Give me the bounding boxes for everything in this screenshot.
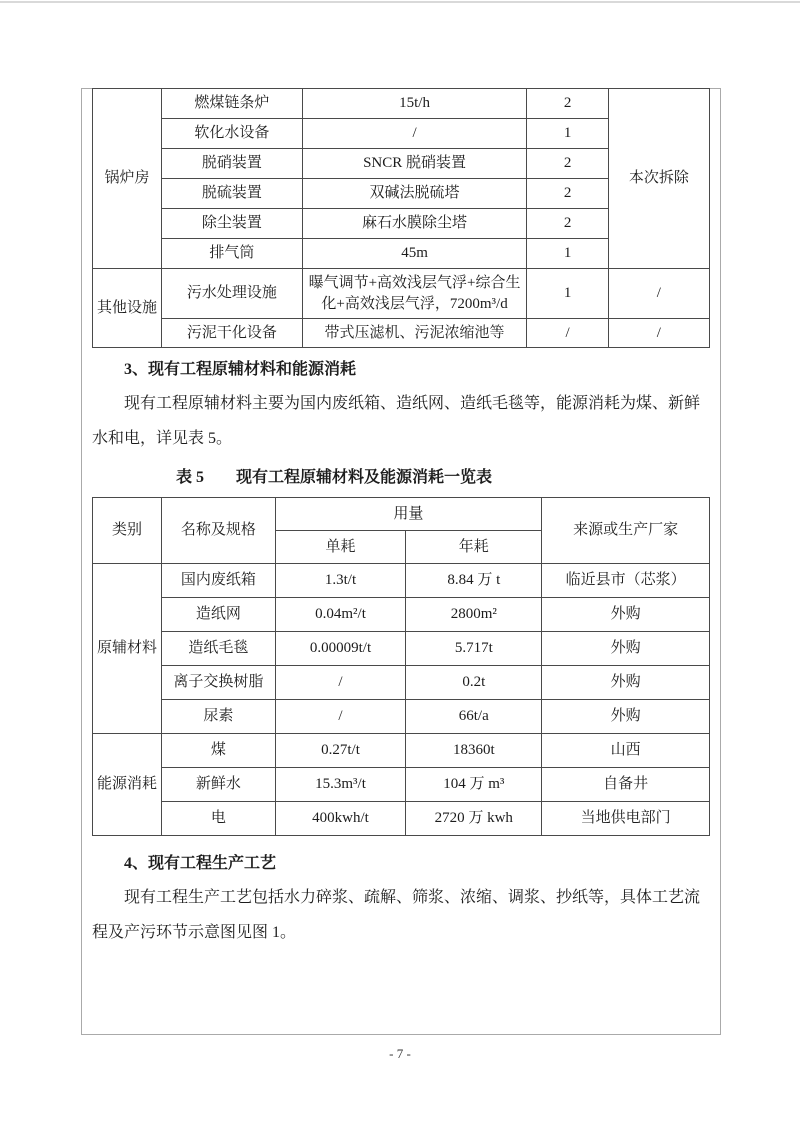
cell-qty: 1: [527, 119, 608, 149]
cell-name: 煤: [162, 734, 276, 768]
cell-name: 燃煤链条炉: [162, 89, 303, 119]
table-header-row: [93, 498, 710, 531]
cell-source: 外购: [542, 598, 710, 632]
cell-source: 山西: [542, 734, 710, 768]
cell-unit-use: 15.3m³/t: [275, 768, 406, 802]
cell-name: 国内废纸箱: [162, 564, 276, 598]
cell-annual-use: 104 万 m³: [406, 768, 542, 802]
table-row: [93, 700, 710, 734]
section-3-paragraph: 现有工程原辅材料主要为国内废纸箱、造纸网、造纸毛毯等，能源消耗为煤、新鲜水和电，详见表 5。: [92, 395, 701, 447]
cell-remark: /: [608, 269, 709, 319]
table-5-caption: 表 5 现有工程原辅材料及能源消耗一览表: [176, 469, 493, 486]
table-row: [93, 319, 710, 348]
table-row: [93, 564, 710, 598]
cell-name: 造纸毛毯: [162, 632, 276, 666]
cell-qty: 2: [527, 209, 608, 239]
table-row: [93, 768, 710, 802]
header-annual-use: 年耗: [406, 531, 542, 564]
cell-annual-use: 2800m²: [406, 598, 542, 632]
cell-remark-boiler: 本次拆除: [608, 89, 709, 269]
section-4-paragraph: 现有工程生产工艺包括水力碎浆、疏解、筛浆、浓缩、调浆、抄纸等，具体工艺流程及产污环节示意图见图 1。: [92, 889, 701, 941]
cell-spec: 曝气调节+高效浅层气浮+综合生化+高效浅层气浮，7200m³/d: [302, 269, 527, 319]
cell-spec: 45m: [302, 239, 527, 269]
cell-annual-use: 8.84 万 t: [406, 564, 542, 598]
cell-source: 自备井: [542, 768, 710, 802]
cell-spec: 双碱法脱硫塔: [302, 179, 527, 209]
cell-remark: /: [608, 319, 709, 348]
cell-annual-use: 66t/a: [406, 700, 542, 734]
cell-spec: SNCR 脱硝装置: [302, 149, 527, 179]
table-row: [93, 802, 710, 836]
table-row: [93, 632, 710, 666]
page-number: - 7 -: [389, 1046, 411, 1061]
cell-group-energy: 能源消耗: [93, 734, 162, 836]
cell-annual-use: 0.2t: [406, 666, 542, 700]
cell-group-other: 其他设施: [93, 269, 162, 348]
section-3-heading: 3、现有工程原辅材料和能源消耗: [124, 361, 357, 378]
header-source: 来源或生产厂家: [542, 498, 710, 564]
cell-qty: 1: [527, 269, 608, 319]
cell-spec: 麻石水膜除尘塔: [302, 209, 527, 239]
cell-unit-use: 0.04m²/t: [275, 598, 406, 632]
page-frame: [81, 88, 721, 1035]
cell-unit-use: 0.27t/t: [275, 734, 406, 768]
cell-spec: 带式压滤机、污泥浓缩池等: [302, 319, 527, 348]
table-row: [93, 89, 710, 119]
header-name-spec: 名称及规格: [162, 498, 276, 564]
cell-qty: 2: [527, 89, 608, 119]
cell-qty: 2: [527, 179, 608, 209]
cell-spec: /: [302, 119, 527, 149]
cell-source: 外购: [542, 700, 710, 734]
cell-unit-use: /: [275, 666, 406, 700]
cell-unit-use: 1.3t/t: [275, 564, 406, 598]
cell-name: 电: [162, 802, 276, 836]
section-4-heading: 4、现有工程生产工艺: [124, 855, 277, 872]
cell-name: 尿素: [162, 700, 276, 734]
cell-annual-use: 18360t: [406, 734, 542, 768]
table-row: [93, 734, 710, 768]
cell-qty: /: [527, 319, 608, 348]
cell-name: 除尘装置: [162, 209, 303, 239]
cell-name: 新鲜水: [162, 768, 276, 802]
cell-qty: 1: [527, 239, 608, 269]
cell-name: 软化水设备: [162, 119, 303, 149]
cell-name: 脱硫装置: [162, 179, 303, 209]
cell-name: 离子交换树脂: [162, 666, 276, 700]
equipment-table: [92, 88, 710, 348]
cell-source: 外购: [542, 632, 710, 666]
cell-name: 排气筒: [162, 239, 303, 269]
page-top-edge: [0, 1, 800, 3]
cell-qty: 2: [527, 149, 608, 179]
cell-source: 临近县市（芯浆）: [542, 564, 710, 598]
materials-table: [92, 497, 710, 836]
cell-unit-use: 400kwh/t: [275, 802, 406, 836]
header-usage: 用量: [275, 498, 542, 531]
cell-annual-use: 2720 万 kwh: [406, 802, 542, 836]
header-unit-use: 单耗: [275, 531, 406, 564]
cell-unit-use: /: [275, 700, 406, 734]
header-category: 类别: [93, 498, 162, 564]
table-row: [93, 598, 710, 632]
cell-unit-use: 0.00009t/t: [275, 632, 406, 666]
cell-source: 外购: [542, 666, 710, 700]
cell-annual-use: 5.717t: [406, 632, 542, 666]
cell-name: 脱硝装置: [162, 149, 303, 179]
cell-group-raw: 原辅材料: [93, 564, 162, 734]
cell-spec: 15t/h: [302, 89, 527, 119]
cell-name: 造纸网: [162, 598, 276, 632]
table-row: [93, 269, 710, 319]
cell-name: 污泥干化设备: [162, 319, 303, 348]
cell-name: 污水处理设施: [162, 269, 303, 319]
table-row: [93, 666, 710, 700]
cell-source: 当地供电部门: [542, 802, 710, 836]
cell-group-boiler: 锅炉房: [93, 89, 162, 269]
